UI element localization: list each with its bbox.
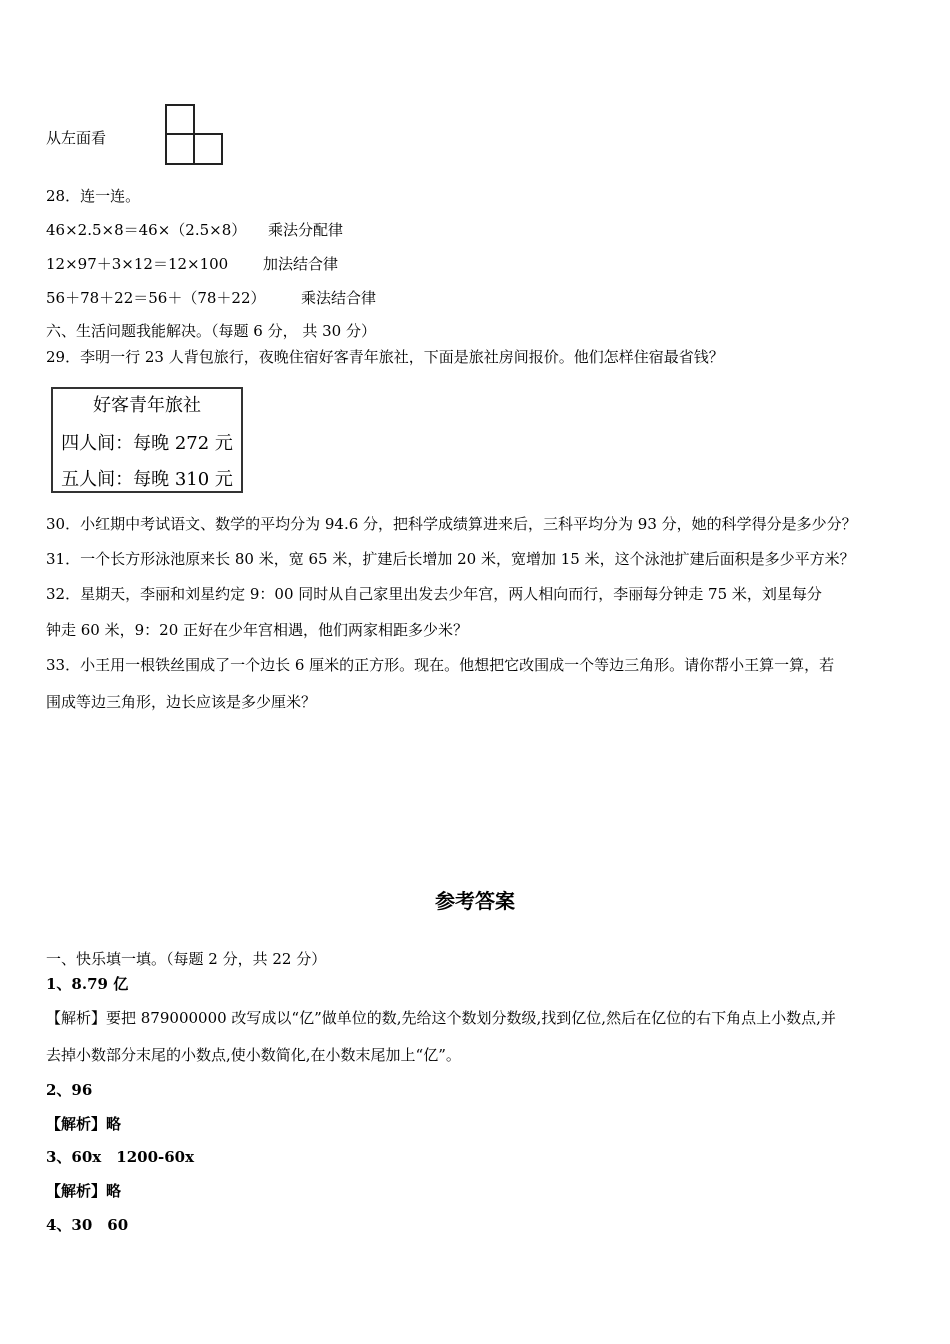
- answer-4: 4、30 60: [46, 1216, 129, 1234]
- q32-line-1: 32．星期天，李丽和刘星约定 9：00 同时从自己家里出发去少年宫，两人相向而行，李丽每分钟走 75 米，刘星每分: [46, 585, 822, 603]
- sign-line-2: 五人间：每晚 310 元: [61, 469, 233, 490]
- q30-text: 30．小红期中考试语文、数学的平均分为 94.6 分，把科学成绩算进来后，三科平均分为 93 分，她的科学得分是多少分？: [46, 515, 857, 533]
- answer-3: 3、60x 1200-60x: [46, 1148, 195, 1166]
- sign-line-1: 四人间：每晚 272 元: [61, 433, 233, 454]
- left-view-figure: [163, 103, 225, 167]
- answer-3-explanation: 【解析】略: [46, 1182, 122, 1200]
- q28-rule-2: 加法结合律: [263, 255, 339, 273]
- q31-text: 31．一个长方形泳池原来长 80 米，宽 65 米，扩建后长增加 20 米，宽增加 15 米，这个泳池扩建后面积是多少平方米？: [46, 550, 855, 568]
- q33-line-1: 33．小王用一根铁丝围成了一个边长 6 厘米的正方形。现在。他想把它改围成一个等边三角形。请你帮小王算一算，若: [46, 656, 835, 674]
- answer-1: 1、8.79 亿: [46, 975, 129, 993]
- bottom-left-square: [166, 134, 194, 164]
- answer-2-explanation: 【解析】略: [46, 1115, 122, 1133]
- bottom-right-square: [194, 134, 222, 164]
- answers-section-1: 一、快乐填一填。（每题 2 分，共 22 分）: [46, 950, 327, 968]
- q28-expr-2: 12×97＋3×12＝12×100: [46, 255, 229, 273]
- q29-text: 29．李明一行 23 人背包旅行，夜晚住宿好客青年旅社，下面是旅社房间报价。他们怎样住宿最省钱？: [46, 348, 724, 366]
- q33-line-2: 围成等边三角形，边长应该是多少厘米？: [46, 693, 317, 711]
- section-6-heading: 六、生活问题我能解决。（每题 6 分， 共 30 分）: [46, 322, 376, 340]
- q28-expr-3: 56＋78＋22＝56＋（78＋22）: [46, 289, 266, 307]
- answers-title: 参考答案: [435, 889, 515, 913]
- view-label: 从左面看: [46, 129, 107, 147]
- answer-1-explanation-1: 【解析】要把 879000000 改写成以“亿”做单位的数,先给这个数划分数级,找到亿位,然后在亿位的右下角点上小数点,并: [46, 1009, 836, 1027]
- q28-rule-1: 乘法分配律: [268, 221, 344, 239]
- answer-2: 2、96: [46, 1081, 93, 1099]
- hostel-price-sign: [51, 387, 243, 493]
- top-square: [166, 105, 194, 134]
- q28-rule-3: 乘法结合律: [301, 289, 377, 307]
- q32-line-2: 钟走 60 米，9：20 正好在少年宫相遇，他们两家相距多少米？: [46, 621, 469, 639]
- answer-1-explanation-2: 去掉小数部分末尾的小数点,使小数简化,在小数末尾加上“亿”。: [46, 1046, 461, 1064]
- q28-title: 28．连一连。: [46, 187, 141, 205]
- q28-expr-1: 46×2.5×8＝46×（2.5×8）: [46, 221, 247, 239]
- sign-title: 好客青年旅社: [93, 395, 201, 416]
